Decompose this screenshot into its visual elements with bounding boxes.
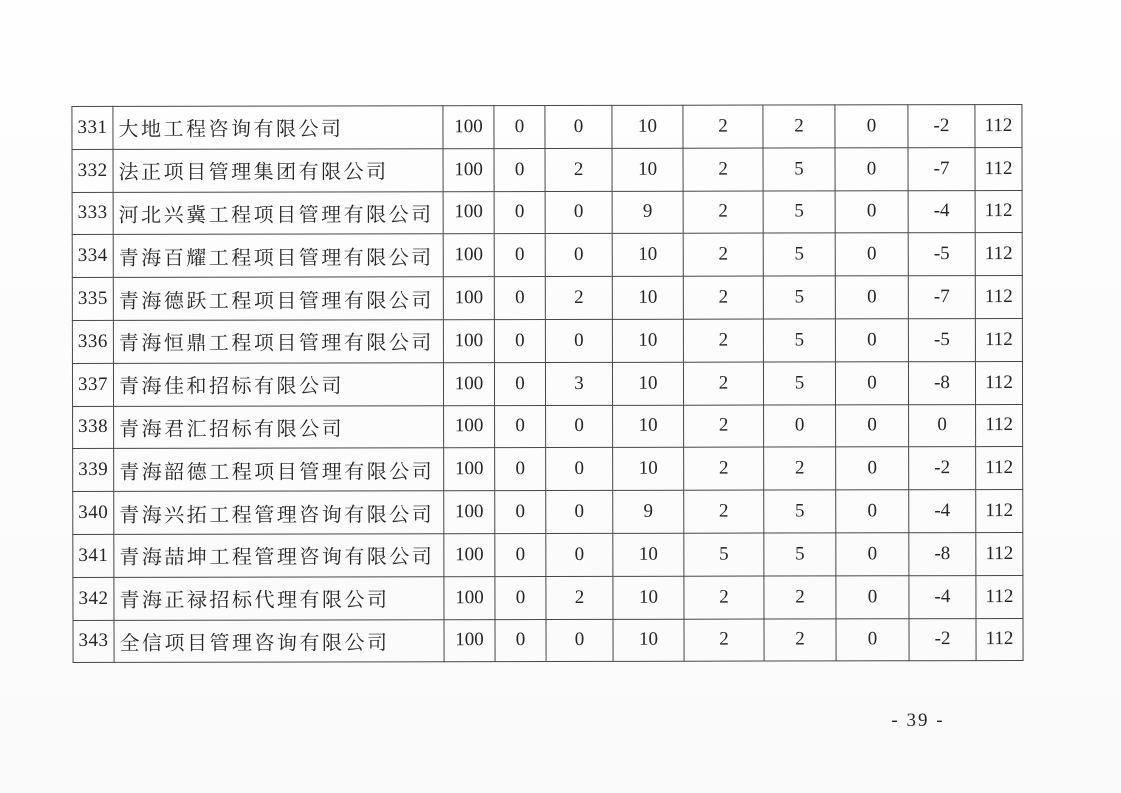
score-cell: 0 <box>546 448 613 491</box>
score-cell: 10 <box>613 619 684 662</box>
score-cell: 100 <box>443 191 494 234</box>
score-cell: 10 <box>612 319 683 362</box>
score-cell: -8 <box>908 361 975 404</box>
score-cell: 10 <box>612 148 683 191</box>
score-cell: 2 <box>684 405 764 448</box>
score-cell: 0 <box>546 619 613 662</box>
row-number: 340 <box>73 492 114 535</box>
score-cell: 0 <box>835 190 908 233</box>
score-cell: 10 <box>612 362 683 405</box>
score-cell: 0 <box>545 234 612 277</box>
score-cell: -5 <box>908 233 975 276</box>
score-cell: 10 <box>612 276 683 319</box>
score-cell: 0 <box>494 148 545 191</box>
company-name: 青海兴拓工程管理咨询有限公司 <box>114 491 444 534</box>
company-name: 青海恒鼎工程项目管理有限公司 <box>113 320 443 363</box>
score-cell: 2 <box>545 277 612 320</box>
score-cell: 3 <box>545 362 612 405</box>
score-cell: 112 <box>975 105 1022 148</box>
table-row <box>73 532 1023 577</box>
company-name: 青海正禄招标代理有限公司 <box>114 576 444 619</box>
table-row <box>73 575 1023 620</box>
row-number: 336 <box>72 320 113 363</box>
score-cell: 2 <box>684 619 764 662</box>
score-cell: 0 <box>836 490 909 533</box>
score-cell: 5 <box>764 490 836 533</box>
company-name: 大地工程咨询有限公司 <box>113 106 443 149</box>
company-name: 青海韶德工程项目管理有限公司 <box>114 448 444 491</box>
score-cell: 0 <box>764 404 836 447</box>
score-cell: 0 <box>835 233 908 276</box>
table-row <box>72 318 1022 363</box>
score-cell: 5 <box>763 233 835 276</box>
score-cell: 100 <box>443 234 494 277</box>
row-number: 333 <box>72 192 113 235</box>
row-number: 343 <box>73 620 114 663</box>
score-cell: 2 <box>764 447 836 490</box>
score-cell: 0 <box>909 404 976 447</box>
score-cell: 2 <box>684 490 764 533</box>
company-name: 全信项目管理咨询有限公司 <box>114 619 444 662</box>
score-cell: 0 <box>835 362 908 405</box>
score-cell: 0 <box>495 491 546 534</box>
score-cell: 0 <box>835 148 908 191</box>
score-cell: 112 <box>975 318 1022 361</box>
row-number: 335 <box>72 278 113 321</box>
score-cell: 100 <box>443 148 494 191</box>
score-cell: 112 <box>976 618 1023 661</box>
score-cell: 112 <box>976 404 1023 447</box>
score-cell: 2 <box>764 576 836 619</box>
row-number: 341 <box>73 534 114 577</box>
score-cell: 0 <box>494 106 545 149</box>
score-cell: 0 <box>494 191 545 234</box>
score-cell: 0 <box>495 405 546 448</box>
score-cell: 0 <box>546 491 613 534</box>
score-cell: -7 <box>908 147 975 190</box>
score-cell: 100 <box>444 448 495 491</box>
score-cell: 0 <box>494 362 545 405</box>
score-cell: -8 <box>909 533 976 576</box>
score-cell: 0 <box>545 191 612 234</box>
score-cell: 2 <box>683 233 763 276</box>
company-name: 法正项目管理集团有限公司 <box>113 149 443 192</box>
score-cell: 0 <box>494 234 545 277</box>
score-cell: 0 <box>495 619 546 662</box>
score-cell: -7 <box>908 276 975 319</box>
company-name: 青海佳和招标有限公司 <box>113 362 443 405</box>
score-cell: 0 <box>836 404 909 447</box>
score-cell: 2 <box>683 105 763 148</box>
row-number: 339 <box>73 449 114 492</box>
score-cell: 2 <box>683 362 763 405</box>
score-cell: 112 <box>976 490 1023 533</box>
company-name: 青海君汇招标有限公司 <box>114 405 444 448</box>
score-cell: 0 <box>836 447 909 490</box>
score-cell: 10 <box>613 576 684 619</box>
table-row <box>72 147 1022 192</box>
score-cell: -2 <box>908 105 975 148</box>
score-cell: 10 <box>613 448 684 491</box>
score-cell: 9 <box>612 191 683 234</box>
score-cell: -4 <box>908 190 975 233</box>
score-cell: 100 <box>444 576 495 619</box>
table-row <box>73 618 1023 663</box>
score-cell: 112 <box>975 361 1022 404</box>
score-cell: 100 <box>443 106 494 149</box>
score-cell: 100 <box>444 534 495 577</box>
table-body <box>72 105 1023 663</box>
score-cell: 2 <box>683 148 763 191</box>
table-row <box>73 490 1023 535</box>
score-cell: 0 <box>545 319 612 362</box>
score-cell: 5 <box>763 148 835 191</box>
row-number: 332 <box>72 149 113 192</box>
score-cell: -4 <box>909 490 976 533</box>
score-cell: 112 <box>976 575 1023 618</box>
score-cell: 10 <box>612 105 683 148</box>
score-cell: 0 <box>495 533 546 576</box>
table-row <box>72 190 1022 235</box>
score-cell: 10 <box>613 405 684 448</box>
score-cell: 100 <box>443 277 494 320</box>
score-cell: 5 <box>763 362 835 405</box>
score-cell: 0 <box>545 105 612 148</box>
score-cell: 10 <box>612 234 683 277</box>
score-cell: 112 <box>975 147 1022 190</box>
score-cell: 5 <box>764 533 836 576</box>
score-cell: 112 <box>976 447 1023 490</box>
score-cell: 10 <box>613 533 684 576</box>
score-cell: 5 <box>684 533 764 576</box>
score-cell: 100 <box>444 491 495 534</box>
score-cell: 2 <box>683 276 763 319</box>
company-name: 青海喆坤工程管理咨询有限公司 <box>114 534 444 577</box>
score-cell: 100 <box>444 405 495 448</box>
score-cell: 2 <box>546 576 613 619</box>
score-cell: 0 <box>546 533 613 576</box>
table-row <box>73 404 1023 449</box>
score-cell: -2 <box>909 447 976 490</box>
table-row <box>72 276 1022 321</box>
score-cell: 2 <box>684 576 764 619</box>
score-cell: 0 <box>494 319 545 362</box>
score-cell: -4 <box>909 575 976 618</box>
score-cell: 112 <box>975 276 1022 319</box>
page-number: - 39 - <box>891 710 945 731</box>
score-cell: 2 <box>763 105 835 148</box>
score-cell: 112 <box>976 532 1023 575</box>
table-row <box>72 233 1022 278</box>
score-cell: 0 <box>495 576 546 619</box>
score-cell: 5 <box>763 319 835 362</box>
row-number: 331 <box>72 106 113 149</box>
company-name: 青海德跃工程项目管理有限公司 <box>113 277 443 320</box>
company-name: 青海百耀工程项目管理有限公司 <box>113 234 443 277</box>
table-row <box>72 361 1022 406</box>
score-cell: 2 <box>683 191 763 234</box>
score-cell: 112 <box>975 190 1022 233</box>
table-row <box>73 447 1023 492</box>
score-cell: 2 <box>545 148 612 191</box>
score-cell: 5 <box>763 276 835 319</box>
score-cell: 2 <box>683 319 763 362</box>
score-cell: 0 <box>835 319 908 362</box>
score-cell: 100 <box>443 320 494 363</box>
row-number: 342 <box>73 577 114 620</box>
score-cell: 2 <box>764 618 836 661</box>
score-cell: 2 <box>684 447 764 490</box>
score-cell: 0 <box>546 405 613 448</box>
score-cell: -2 <box>909 618 976 661</box>
company-name: 河北兴冀工程项目管理有限公司 <box>113 191 443 234</box>
score-cell: 0 <box>495 448 546 491</box>
score-cell: 112 <box>975 233 1022 276</box>
row-number: 337 <box>72 363 113 406</box>
score-cell: -5 <box>908 319 975 362</box>
score-cell: 100 <box>443 362 494 405</box>
score-cell: 0 <box>836 618 909 661</box>
score-cell: 0 <box>835 276 908 319</box>
score-cell: 9 <box>613 490 684 533</box>
score-cell: 0 <box>835 105 908 148</box>
score-cell: 0 <box>836 533 909 576</box>
score-cell: 5 <box>763 190 835 233</box>
score-table <box>71 104 1023 663</box>
score-cell: 0 <box>836 576 909 619</box>
score-cell: 100 <box>444 619 495 662</box>
score-cell: 0 <box>494 277 545 320</box>
row-number: 338 <box>73 406 114 449</box>
table-row <box>72 105 1022 150</box>
row-number: 334 <box>72 235 113 278</box>
